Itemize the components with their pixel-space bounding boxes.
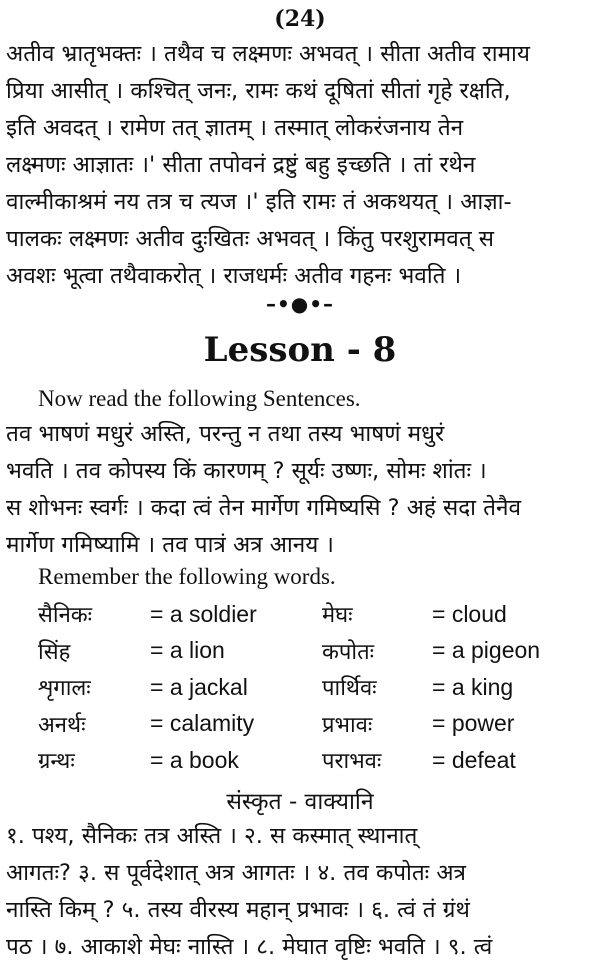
english-meaning: = a jackal xyxy=(150,673,248,700)
story-line: लक्ष्मणः आज्ञातः ।' सीता तपोवनं द्रष्टुं बहु इच्छति । तां रथेन xyxy=(6,152,476,178)
english-meaning: = calamity xyxy=(150,710,255,737)
english-meaning: = a pigeon xyxy=(432,637,541,664)
vocabulary-row xyxy=(38,742,578,779)
sentence-line: मार्गेण गमिष्यामि । तव पात्रं अत्र आनय । xyxy=(6,532,334,558)
exercise-paragraph xyxy=(6,818,596,966)
english-meaning: = a lion xyxy=(150,637,225,664)
sanskrit-word: अनर्थः xyxy=(38,712,86,738)
english-meaning: = a king xyxy=(432,673,514,700)
sanskrit-word: शृगालः xyxy=(38,676,91,702)
english-meaning: = a soldier xyxy=(150,600,257,627)
story-line: वाल्मीकाश्रमं नय तत्र च त्यज ।' इति रामः तं अकथयत् । आज्ञा- xyxy=(6,189,512,215)
sanskrit-word: प्रभावः xyxy=(322,712,373,738)
sentence-line: स शोभनः स्वर्गः । कदा त्वं तेन मार्गेण गमिष्यसि ? अहं सदा तेनैव xyxy=(6,495,521,521)
english-meaning: = cloud xyxy=(432,600,507,627)
sanskrit-word: पराभवः xyxy=(322,749,382,775)
vocabulary-row xyxy=(38,633,578,670)
story-paragraph xyxy=(6,36,592,295)
sentence-line: तव भाषणं मधुरं अस्ति, परन्तु न तथा तस्य भाषणं मधुरं xyxy=(6,421,445,447)
page-number: (24) xyxy=(274,6,326,32)
lesson-title: Lesson - 8 xyxy=(203,330,397,370)
english-meaning: = defeat xyxy=(432,746,516,773)
exercise-line: आगतः? ३. स पूर्वदेशात् अत्र आगतः । ४. तव कपोतः अत्र xyxy=(6,860,466,886)
exercise-line: १. पश्य, सैनिकः तत्र अस्ति । २. स कस्मात् स्थानात् xyxy=(6,823,418,849)
english-meaning: = power xyxy=(432,710,515,737)
vocabulary-row xyxy=(38,669,578,706)
story-line: अवशः भूत्वा तथैवाकरोत् । राजधर्मः अतीव गहनः भवति । xyxy=(6,263,462,289)
story-line: प्रिया आसीत् । कश्चित् जनः, रामः कथं दूषितां सीतां गृहे रक्षति, xyxy=(6,78,511,104)
vocabulary-row xyxy=(38,706,578,743)
sanskrit-word: सैनिकः xyxy=(38,603,93,629)
sanskrit-word: सिंह xyxy=(38,639,71,665)
sanskrit-word: पार्थिवः xyxy=(322,676,377,702)
read-instruction: Now read the following Sentences. xyxy=(38,386,361,411)
vocabulary-row xyxy=(38,596,578,633)
vocabulary-list xyxy=(38,596,578,779)
exercise-line: नास्ति किम् ? ५. तस्य वीरस्य महान् प्रभावः । ६. त्वं तं ग्रंथं xyxy=(6,897,470,923)
sanskrit-word: मेघः xyxy=(322,603,353,629)
exercise-line: पठ । ७. आकाशे मेघः नास्ति । ८. मेघात वृष्टिः भवति । ९. त्वं xyxy=(6,934,493,960)
story-line: पालकः लक्ष्मणः अतीव दुःखितः अभवत् । किंतु परशुरामवत् स xyxy=(6,226,495,252)
sentences-paragraph xyxy=(6,416,592,564)
story-line: अतीव भ्रातृभक्तः । तथैव च लक्ष्मणः अभवत् । सीता अतीव रामाय xyxy=(6,41,530,67)
section-divider-ornament: –•●•– xyxy=(265,292,335,316)
sanskrit-sentences-heading: संस्कृत - वाक्यानि xyxy=(226,789,374,815)
english-meaning: = a book xyxy=(150,746,239,773)
story-line: इति अवदत् । रामेण तत् ज्ञातम् । तस्मात् लोकरंजनाय तेन xyxy=(6,115,464,141)
sanskrit-word: कपोतः xyxy=(322,639,375,665)
sentence-line: भवति । तव कोपस्य किं कारणम् ? सूर्यः उष्णः, सोमः शांतः । xyxy=(6,458,487,484)
remember-instruction: Remember the following words. xyxy=(38,564,336,589)
sanskrit-word: ग्रन्थः xyxy=(38,749,75,775)
